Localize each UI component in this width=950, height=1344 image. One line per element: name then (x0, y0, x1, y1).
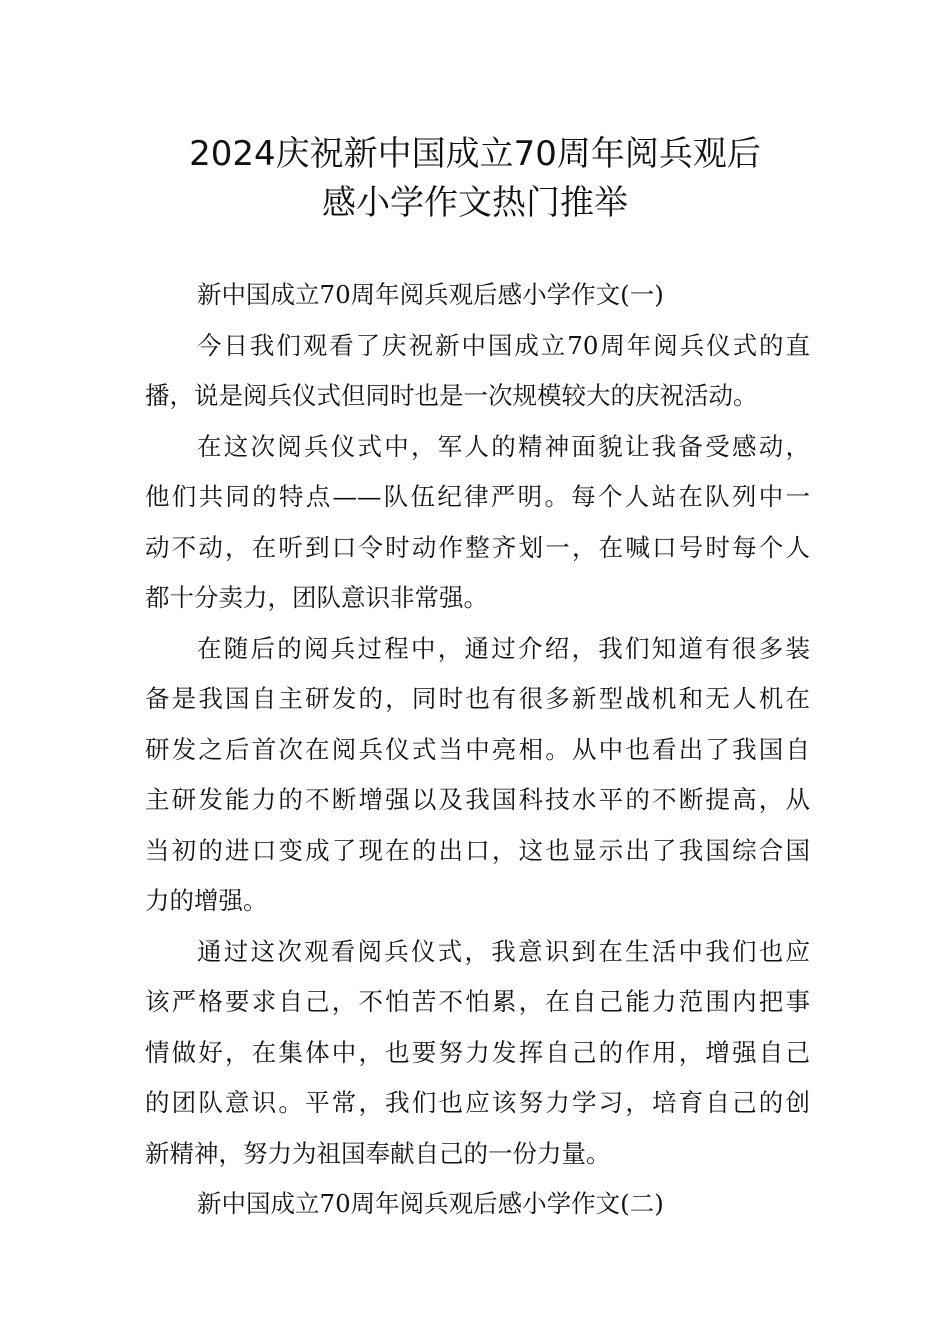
body-text-line: 他们共同的特点——队伍纪律严明。每个人站在队列中一 (145, 482, 810, 511)
document-body (145, 270, 810, 1230)
body-text-line: 的团队意识。平常，我们也应该努力学习，培育自己的创 (145, 1088, 810, 1117)
body-text-line: 播，说是阅兵仪式但同时也是一次规模较大的庆祝活动。 (145, 381, 758, 410)
body-text-line: 备是我国自主研发的，同时也有很多新型战机和无人机在 (145, 684, 810, 713)
body-text-line: 力的增强。 (145, 886, 268, 915)
body-text-line: 今日我们观看了庆祝新中国成立70周年阅兵仪式的直 (197, 330, 810, 360)
body-text-line: 情做好，在集体中，也要努力发挥自己的作用，增强自己 (145, 1037, 810, 1067)
body-text-line: 通过这次观看阅兵仪式，我意识到在生活中我们也应 (197, 936, 810, 966)
body-text-line: 当初的进口变成了现在的出口，这也显示出了我国综合国 (145, 835, 810, 865)
body-text-line: 该严格要求自己，不怕苦不怕累，在自己能力范围内把事 (145, 987, 810, 1016)
body-text-line: 在随后的阅兵过程中，通过介绍，我们知道有很多装 (197, 633, 810, 663)
body-text-line: 研发之后首次在阅兵仪式当中亮相。从中也看出了我国自 (145, 734, 810, 764)
body-text-line: 都十分卖力，团队意识非常强。 (145, 583, 488, 612)
body-text-line: 新中国成立70周年阅兵观后感小学作文(二) (197, 1189, 664, 1218)
body-text-line: 在这次阅兵仪式中，军人的精神面貌让我备受感动， (197, 431, 810, 461)
body-text-line: 动不动，在听到口令时动作整齐划一，在喊口号时每个人 (145, 532, 810, 562)
document-title-line-2: 感小学作文热门推举 (322, 183, 628, 223)
document-title-line-1: 2024庆祝新中国成立70周年阅兵观后 (189, 134, 761, 174)
body-text-line: 新中国成立70周年阅兵观后感小学作文(一) (197, 280, 664, 309)
body-text-line: 主研发能力的不断增强以及我国科技水平的不断提高，从 (145, 785, 810, 814)
body-text-line: 新精神，努力为祖国奉献自己的一份力量。 (145, 1138, 611, 1168)
